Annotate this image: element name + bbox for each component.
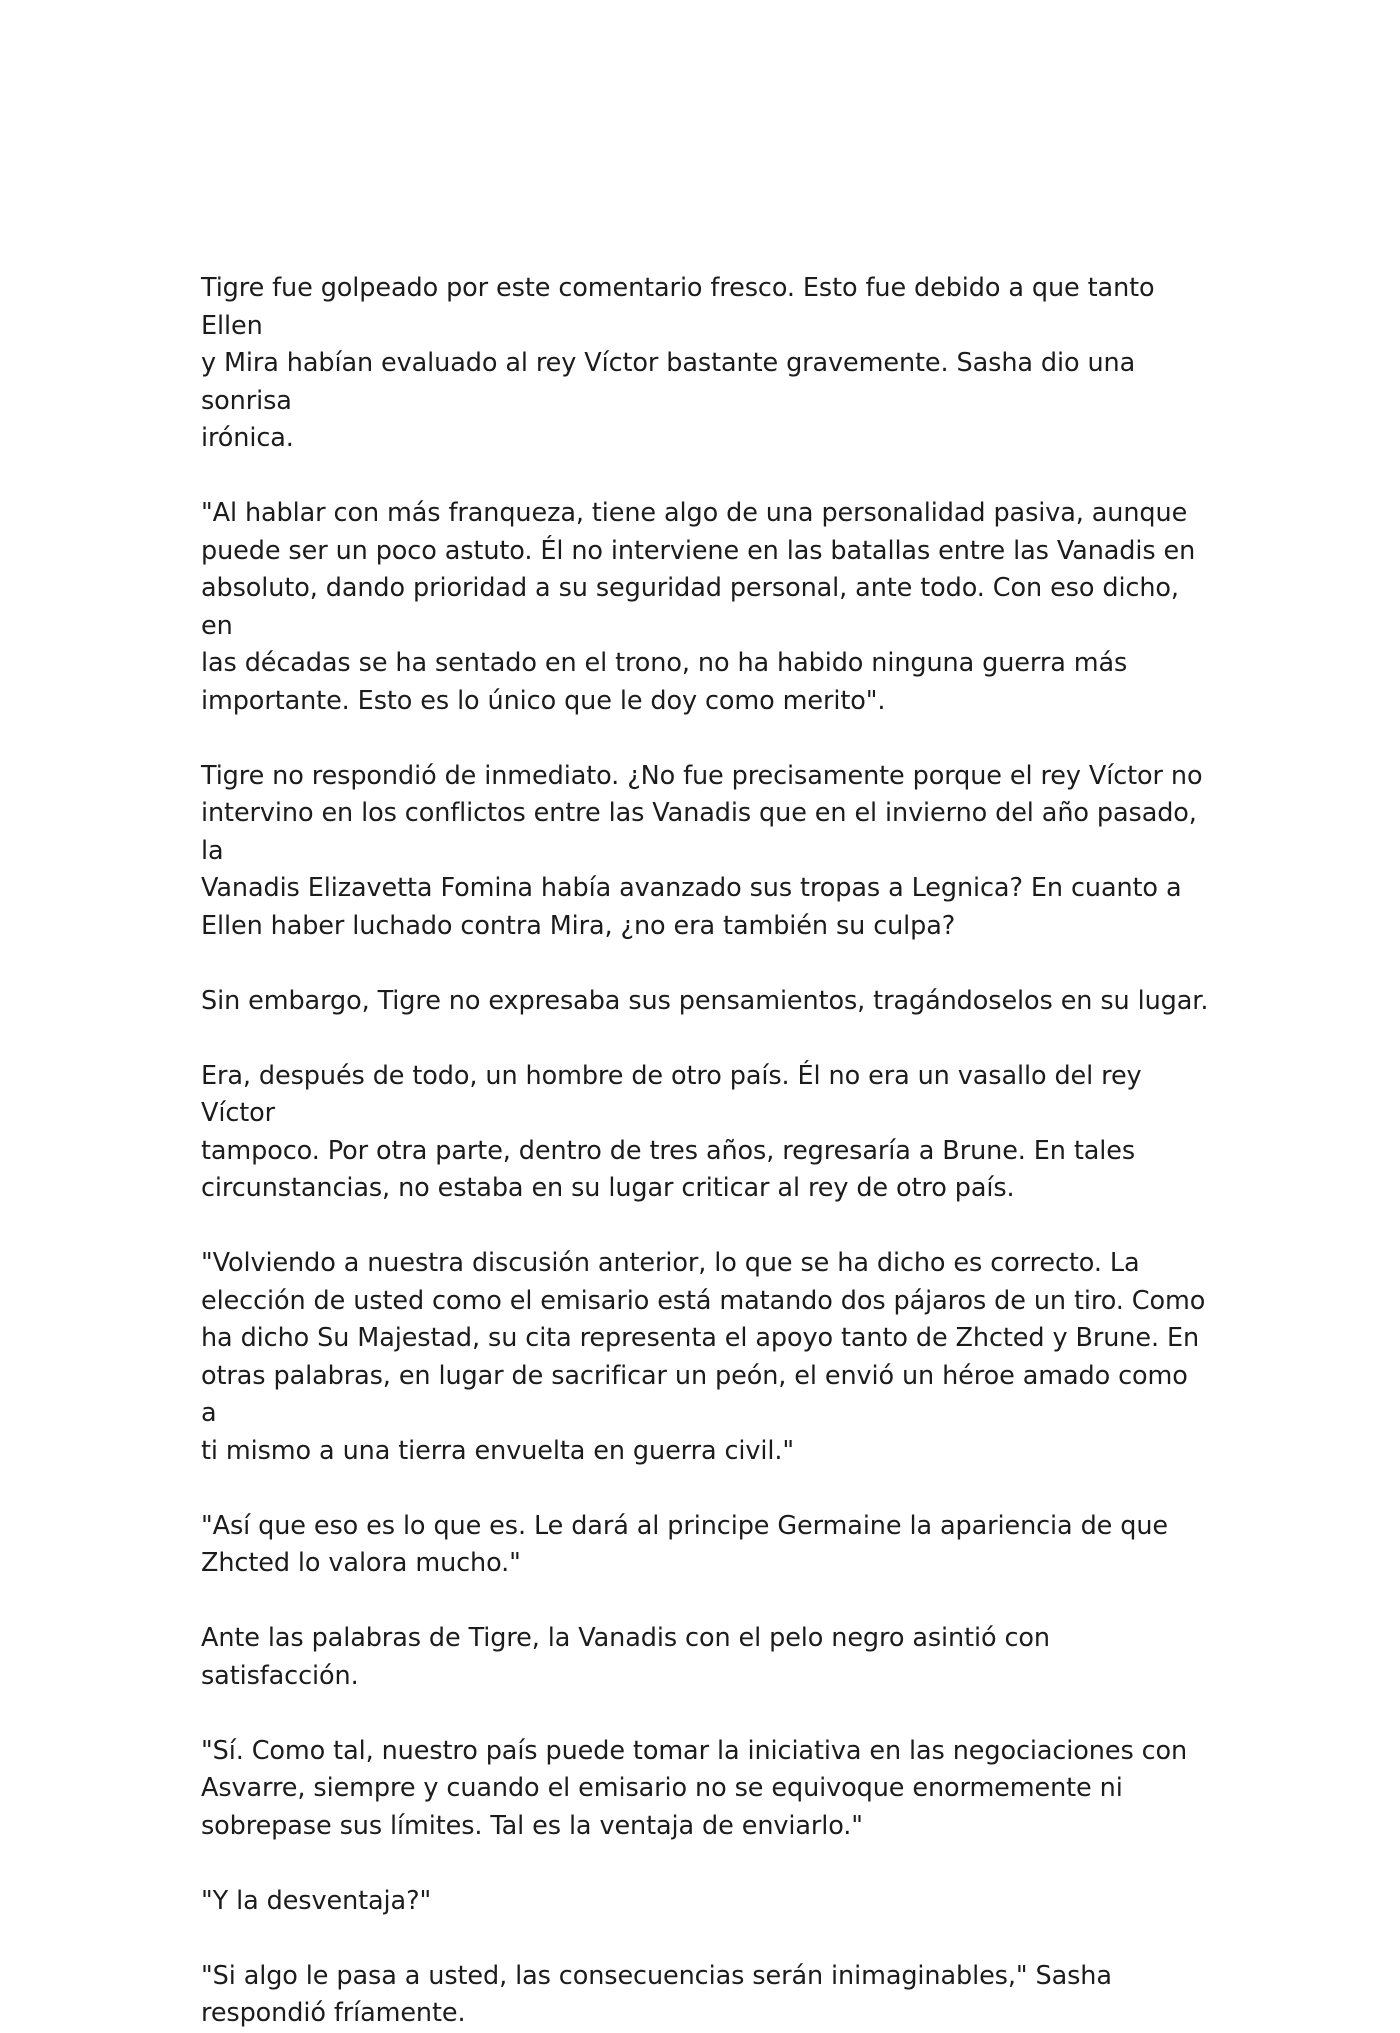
paragraph: Ante las palabras de Tigre, la Vanadis con el pelo negro asintió con satisfacción.	[201, 1623, 1050, 1691]
paragraph: "Volviendo a nuestra discusión anterior, lo que se ha dicho es correcto. La elección de usted como el emisario está matando dos pájaros de un tiro. Como ha dicho Su Majestad, su cita representa el apoyo tanto de Zhcted y Brune. En otras palabras, en lugar de sacrificar un peón, el envió un héroe amado como a ti mismo a una tierra envuelta en guerra civil."	[201, 1248, 1206, 1466]
body-text	[201, 270, 1211, 2033]
paragraph: "Y la desventaja?"	[201, 1885, 432, 1916]
paragraph: Sin embargo, Tigre no expresaba sus pensamientos, tragándoselos en su lugar.	[201, 985, 1209, 1016]
paragraph: "Al hablar con más franqueza, tiene algo de una personalidad pasiva, aunque puede ser un poco astuto. Él no interviene en las batallas entre las Vanadis en absoluto, dando prioridad a su seguridad personal, ante todo. Con eso dicho, en las décadas se ha sentado en el trono, no ha habido ninguna guerra más importante. Esto es lo único que le doy como merito".	[201, 498, 1196, 716]
paragraph: Tigre no respondió de inmediato. ¿No fue precisamente porque el rey Víctor no intervino en los conflictos entre las Vanadis que en el invierno del año pasado, la Vanadis Elizavetta Fomina había avanzado sus tropas a Legnica? En cuanto a Ellen haber luchado contra Mira, ¿no era también su culpa?	[201, 760, 1203, 941]
paragraph: "Así que eso es lo que es. Le dará al principe Germaine la apariencia de que Zhcted lo valora mucho."	[201, 1510, 1168, 1578]
paragraph: "Sí. Como tal, nuestro país puede tomar la iniciativa en las negociaciones con Asvarre, siempre y cuando el emisario no se equivoque enormemente ni sobrepase sus límites. Tal es la ventaja de enviarlo."	[201, 1735, 1188, 1841]
paragraph: Tigre fue golpeado por este comentario fresco. Esto fue debido a que tanto Ellen y Mira habían evaluado al rey Víctor bastante gravemente. Sasha dio una sonrisa irónica.	[201, 273, 1155, 453]
paragraph: "Si algo le pasa a usted, las consecuencias serán inimaginables," Sasha respondió fríamente.	[201, 1960, 1112, 2028]
paragraph: Era, después de todo, un hombre de otro país. Él no era un vasallo del rey Víctor tampoco. Por otra parte, dentro de tres años, regresaría a Brune. En tales circunstancias, no estaba en su lugar criticar al rey de otro país.	[201, 1060, 1142, 1203]
